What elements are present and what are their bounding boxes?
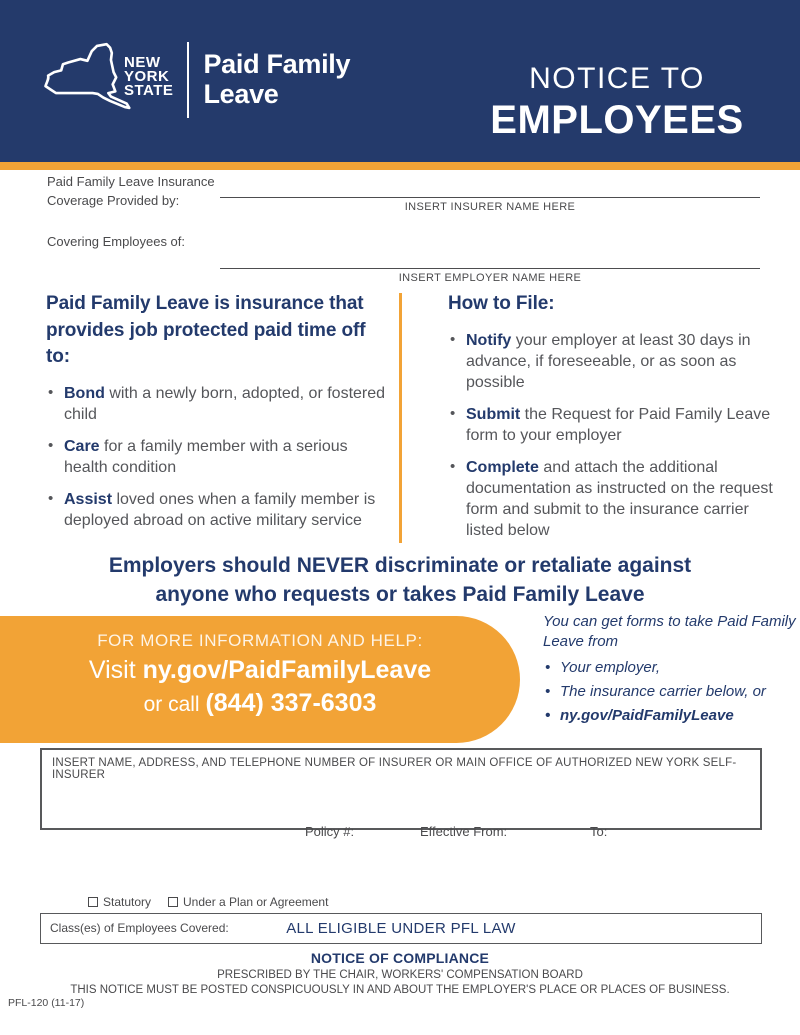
pfl-description-heading: Paid Family Leave is insurance that provides job protected paid time off to:: [46, 293, 366, 368]
list-item: • ny.gov/PaidFamilyLeave: [543, 706, 798, 726]
list-item: [448, 404, 783, 446]
bullet-keyword: Notify: [466, 331, 512, 349]
bullet-keyword: Assist: [64, 491, 113, 509]
anti-retaliation-statement: [0, 552, 800, 610]
insurer-name-line[interactable]: [220, 197, 760, 198]
banner-phone-line: [0, 689, 520, 718]
insurer-details-placeholder: INSERT NAME, ADDRESS, AND TELEPHONE NUMBER OF INSURER OR MAIN OFFICE OF AUTHORIZED NEW YORK SELF-INSURER: [52, 757, 737, 781]
bullet-keyword: Submit: [466, 405, 521, 423]
list-item: • Your employer,: [543, 658, 798, 678]
bullet-text: the Request for Paid Family Leave form to your employer: [466, 405, 771, 445]
list-item: [46, 436, 391, 478]
insurer-name-caption: INSERT INSURER NAME HERE: [404, 201, 576, 213]
program-name: Paid Family Leave: [203, 49, 351, 109]
header-accent-stripe: [0, 162, 800, 170]
banner-website-line: [0, 656, 520, 685]
form-number: PFL-120 (11-17): [8, 997, 85, 1009]
pfl-description-bullets: [46, 383, 391, 532]
bullet-text: for a family member with a serious health condition: [64, 438, 348, 477]
banner-website-url: ny.gov/PaidFamilyLeave: [142, 656, 432, 684]
bullet-text: loved ones when a family member is deployed abroad on active military service: [64, 491, 376, 530]
statement-line1: Employers should NEVER discriminate or retaliate against: [108, 554, 692, 577]
bullet-text: your employer at least 30 days in advance, if foreseeable, or as soon as possible: [466, 331, 751, 391]
state-name-text: NEW YORK STATE: [124, 53, 174, 100]
insurer-details-box[interactable]: [40, 748, 762, 830]
employer-name-field[interactable]: [220, 268, 760, 284]
banner-call-text: or call: [143, 693, 206, 716]
coverage-provided-label: Paid Family Leave Insurance Coverage Provided by:: [47, 174, 215, 208]
covering-employees-label: Covering Employees of:: [47, 234, 186, 249]
list-item: [448, 457, 783, 541]
insurer-name-field[interactable]: [220, 197, 760, 213]
column-divider: [399, 293, 402, 543]
statutory-label: Statutory: [103, 895, 152, 909]
notice-title: [462, 62, 772, 143]
notice-title-line1: NOTICE TO: [529, 62, 705, 95]
get-forms-intro: You can get forms to take Paid Family Leave from: [543, 613, 796, 651]
logo-divider: [187, 42, 189, 118]
plan-agreement-label: Under a Plan or Agreement: [183, 895, 329, 909]
get-forms-info: [543, 612, 798, 730]
statement-line2: anyone who requests or takes Paid Family Leave: [155, 582, 645, 606]
list-item: [448, 330, 783, 393]
effective-from-label: Effective From:: [420, 824, 508, 839]
employee-classes-label: Class(es) of Employees Covered:: [50, 921, 229, 935]
how-to-file-column: [448, 291, 783, 553]
bullet-text: with a newly born, adopted, or fostered child: [64, 384, 386, 423]
bullet-keyword: Complete: [466, 459, 539, 477]
notice-title-line2: EMPLOYEES: [490, 98, 744, 142]
employee-classes-box: [40, 913, 762, 944]
banner-visit-text: Visit: [88, 656, 143, 684]
banner-heading: FOR MORE INFORMATION AND HELP:: [97, 631, 423, 650]
plan-agreement-checkbox[interactable]: [168, 897, 178, 907]
employer-name-line[interactable]: [220, 268, 760, 269]
plan-agreement-option[interactable]: [168, 895, 328, 909]
bullet-text: and attach the additional documentation as instructed on the request form and submit to the insurance carrier listed below: [466, 459, 773, 540]
banner-phone-number: (844) 337-6303: [205, 689, 377, 717]
notice-of-compliance-title: NOTICE OF COMPLIANCE: [310, 950, 490, 966]
list-item: [46, 489, 391, 531]
list-item: [46, 383, 391, 425]
policy-number-label: Policy #:: [305, 824, 355, 839]
bullet-keyword: Care: [64, 438, 100, 455]
header-banner: [0, 0, 800, 162]
bullet-keyword: Bond: [64, 384, 105, 402]
how-to-file-bullets: [448, 330, 783, 542]
employee-classes-value: ALL ELIGIBLE UNDER PFL LAW: [286, 920, 516, 937]
effective-to-label: To:: [590, 824, 608, 839]
more-info-banner: [0, 616, 520, 743]
statutory-option[interactable]: [88, 895, 151, 909]
nys-pfl-logo: [42, 34, 350, 126]
posting-requirement-line: THIS NOTICE MUST BE POSTED CONSPICUOUSLY IN AND ABOUT THE EMPLOYER'S PLACE OR PLACES OF BUSINESS.: [70, 984, 730, 996]
statutory-checkbox[interactable]: [88, 897, 98, 907]
pfl-description-column: [46, 291, 391, 542]
employer-name-caption: INSERT EMPLOYER NAME HERE: [398, 272, 582, 284]
prescribed-by-line: PRESCRIBED BY THE CHAIR, WORKERS' COMPENSATION BOARD: [217, 969, 583, 981]
get-forms-list: [543, 658, 798, 727]
how-to-file-heading: How to File:: [448, 293, 555, 314]
list-item: • The insurance carrier below, or: [543, 682, 798, 702]
